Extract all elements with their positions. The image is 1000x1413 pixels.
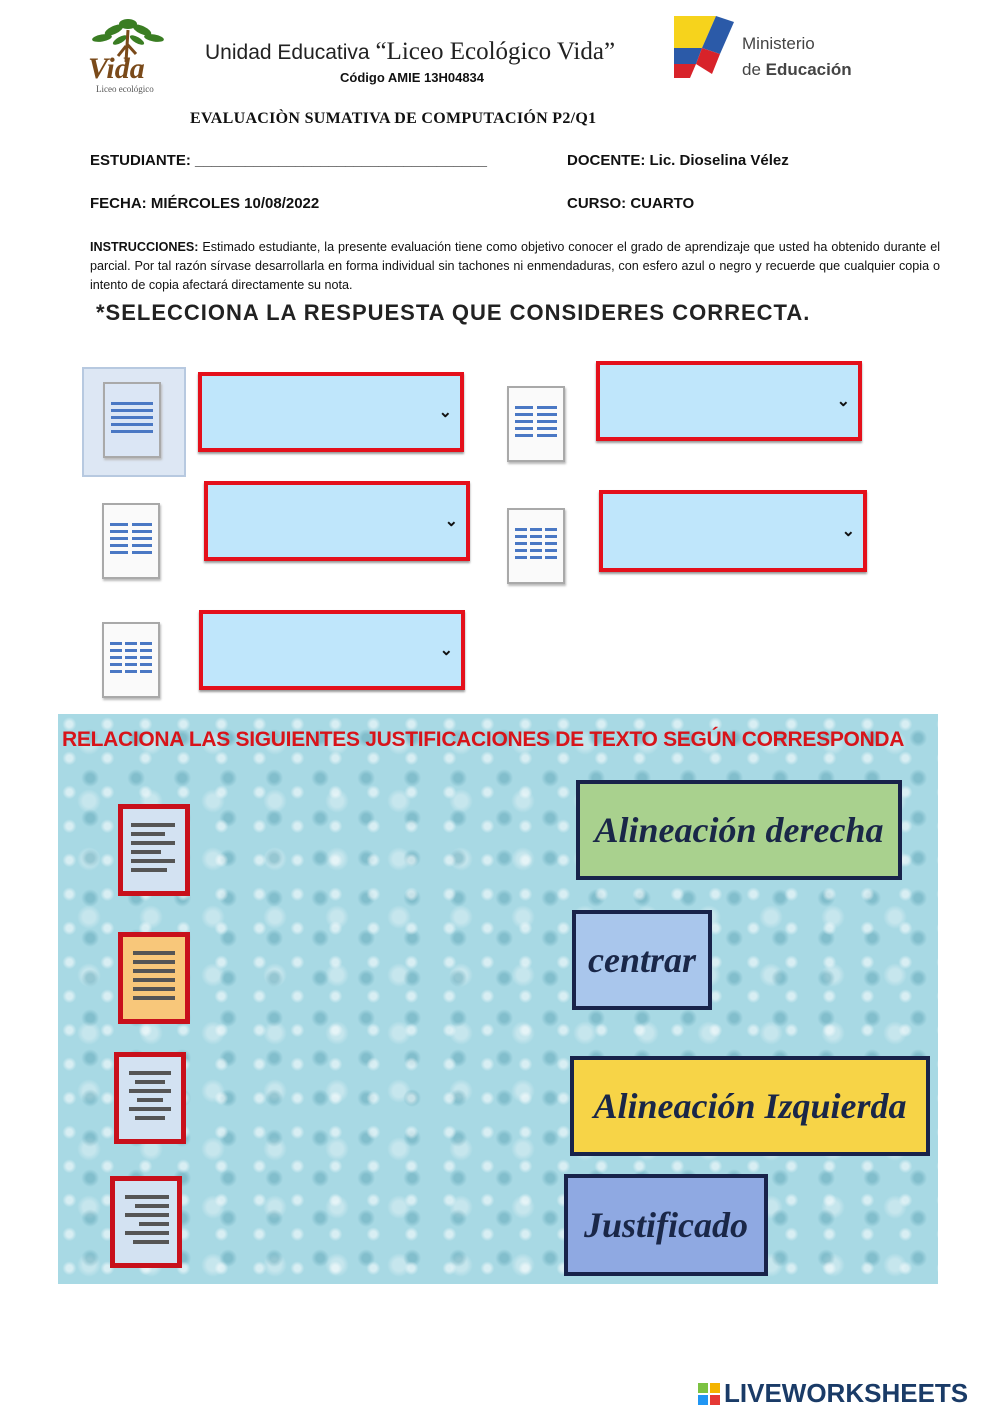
align-right-icon [110, 1176, 182, 1268]
chevron-down-icon: ⌄ [444, 513, 458, 530]
school-logo [82, 10, 174, 100]
school-heading [205, 38, 615, 66]
teacher-field: DOCENTE: Lic. Dioselina Vélez [567, 152, 789, 169]
instructions-text: Estimado estudiante, la presente evaluación tiene como objetivo conocer el grado de aprendizaje que usted ha obtenido durante el parcial. Por tal razón sírvase desarrollarla en forma individual sin tachones ni enmendaduras, con esfero azul o negro y recuerde que cualquier copia o intento de copia afectará directamente su nota. [90, 240, 940, 292]
section1-title: *SELECCIONA LA RESPUESTA QUE CONSIDERES CORRECTA. [96, 300, 811, 325]
answer-dropdown-3[interactable] [204, 481, 470, 561]
two-columns-doc-icon [507, 386, 565, 462]
school-prefix: Unidad Educativa [205, 41, 370, 64]
chevron-down-icon: ⌄ [841, 523, 855, 540]
matching-panel [58, 714, 938, 1284]
answer-dropdown-5[interactable] [199, 610, 465, 690]
ministry-logo [672, 14, 852, 84]
label-justified[interactable]: Justificado [564, 1174, 768, 1276]
label-align-left[interactable]: Alineación Izquierda [570, 1056, 930, 1156]
label-align-right[interactable]: Alineación derecha [576, 780, 902, 880]
amie-code: Código AMIE 13H04834 [340, 70, 485, 85]
logo-subtext: Liceo ecológico [96, 84, 154, 94]
answer-dropdown-2[interactable] [596, 361, 862, 441]
ministry-line1: Ministerio [742, 34, 815, 53]
instructions [90, 238, 940, 295]
liveworksheets-logo [698, 1378, 968, 1409]
date-field: FECHA: MIÉRCOLES 10/08/2022 [90, 195, 320, 212]
three-columns-doc-icon [507, 508, 565, 584]
justify-icon [118, 932, 190, 1024]
one-column-doc-icon [103, 382, 161, 458]
exam-title: EVALUACIÒN SUMATIVA DE COMPUTACIÓN P2/Q1 [190, 110, 597, 127]
instructions-label: INSTRUCCIONES: [90, 240, 199, 254]
label-center[interactable]: centrar [572, 910, 712, 1010]
answer-dropdown-1[interactable] [198, 372, 464, 452]
brand-icon [698, 1381, 720, 1403]
align-left-icon [118, 804, 190, 896]
school-name: “Liceo Ecológico Vida” [375, 38, 616, 65]
answer-dropdown-4[interactable] [599, 490, 867, 572]
align-center-icon [114, 1052, 186, 1144]
logo-text: Vida [88, 52, 145, 85]
course-field: CURSO: CUARTO [567, 195, 695, 212]
brand-text: LIVEWORKSHEETS [724, 1378, 969, 1408]
two-columns-doc-icon [102, 503, 160, 579]
student-field: ESTUDIANTE: ___________________________________ [90, 152, 487, 169]
three-columns-doc-icon [102, 622, 160, 698]
chevron-down-icon: ⌄ [836, 393, 850, 410]
chevron-down-icon: ⌄ [438, 404, 452, 421]
chevron-down-icon: ⌄ [439, 642, 453, 659]
ministry-line2: de Educación [742, 60, 852, 79]
section2-title: RELACIONA LAS SIGUIENTES JUSTIFICACIONES DE TEXTO SEGÚN CORRESPONDA [62, 728, 905, 751]
